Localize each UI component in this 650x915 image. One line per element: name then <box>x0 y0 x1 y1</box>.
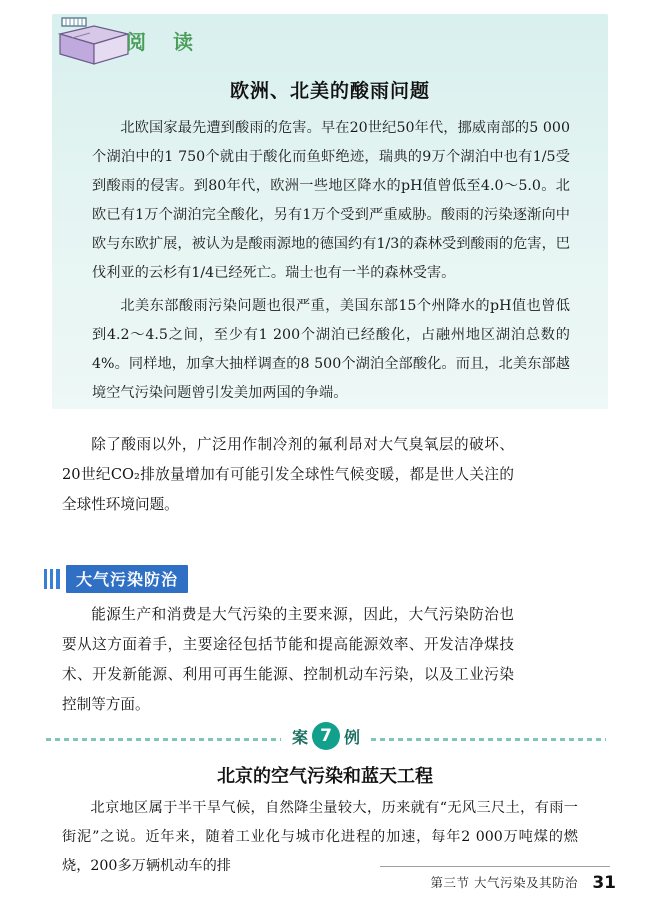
reading-body <box>92 114 570 412</box>
reading-box <box>52 14 608 409</box>
section-heading <box>44 566 188 592</box>
reading-paragraph: 北欧国家最先遭到酸雨的危害。早在20世纪50年代，挪威南部的5 000个湖泊中的1 750个就由于酸化而鱼虾绝迹，瑞典的9万个湖泊中也有1/5受到酸雨的侵害。到80年代，欧洲一些地区降水的pH值曾低至4.0～5.0。北欧已有1万个湖泊完全酸化，另有1万个受到严重威胁。酸雨的污染逐渐向中欧与东欧扩展，被认为是酸雨源地的德国约有1/3的森林受到酸雨的危害，巴伐利亚的云杉有1/4已经死亡。瑞士也有一半的森林受害。 <box>92 120 570 281</box>
case-label-group <box>292 722 360 750</box>
case-number-badge: 7 <box>312 722 340 750</box>
case-prefix: 案 <box>291 727 308 747</box>
page-number: 31 <box>592 873 616 893</box>
page-footer <box>0 867 650 893</box>
reading-paragraph: 北美东部酸雨污染问题也很严重，美国东部15个州降水的pH值也曾低到4.2～4.5之间，至少有1 200个湖泊已经酸化，占融州地区湖泊总数的4%。同样地，加拿大抽样调查的8 500个湖泊全部酸化。而且，北美东部越境空气污染问题曾引发美加两国的争端。 <box>92 298 570 401</box>
case-suffix: 例 <box>344 727 361 747</box>
footer-chapter: 第三节 大气污染及其防治 <box>430 875 578 890</box>
section-paragraph: 能源生产和消费是大气污染的主要来源，因此，大气污染防治也要从这方面着手，主要途径包括节能和提高能源效率、开发洁净煤技术、开发新能源、利用可再生能源、控制机动车污染，以及工业污染控制等方面。 <box>62 606 514 713</box>
case-title: 北京的空气污染和蓝天工程 <box>217 766 433 787</box>
section-bars-icon <box>44 569 60 589</box>
reading-title: 欧洲、北美的酸雨问题 <box>229 80 430 102</box>
case-banner <box>46 722 606 756</box>
footer-divider <box>380 866 610 867</box>
reading-header <box>52 14 608 70</box>
open-book-icon <box>56 16 134 68</box>
reading-label: 阅 读 <box>126 30 203 54</box>
intro-paragraph-block <box>62 430 514 520</box>
intro-paragraph: 除了酸雨以外，广泛用作制冷剂的氟利昂对大气臭氧层的破坏、20世纪CO₂排放量增加有可能引发全球性气候变暖，都是世人关注的全球性环境问题。 <box>62 436 514 513</box>
case-paragraph: 北京地区属于半干旱气候，自然降尘量较大，历来就有“无风三尺土，有雨一街泥”之说。近年来，随着工业化与城市化进程的加速，每年2 000万吨煤的燃烧，200多万辆机动车的排 <box>62 800 578 874</box>
case-rule-left <box>46 738 281 741</box>
section-title: 大气污染防治 <box>66 565 188 593</box>
section-body <box>62 600 514 720</box>
case-rule-right <box>371 738 606 741</box>
